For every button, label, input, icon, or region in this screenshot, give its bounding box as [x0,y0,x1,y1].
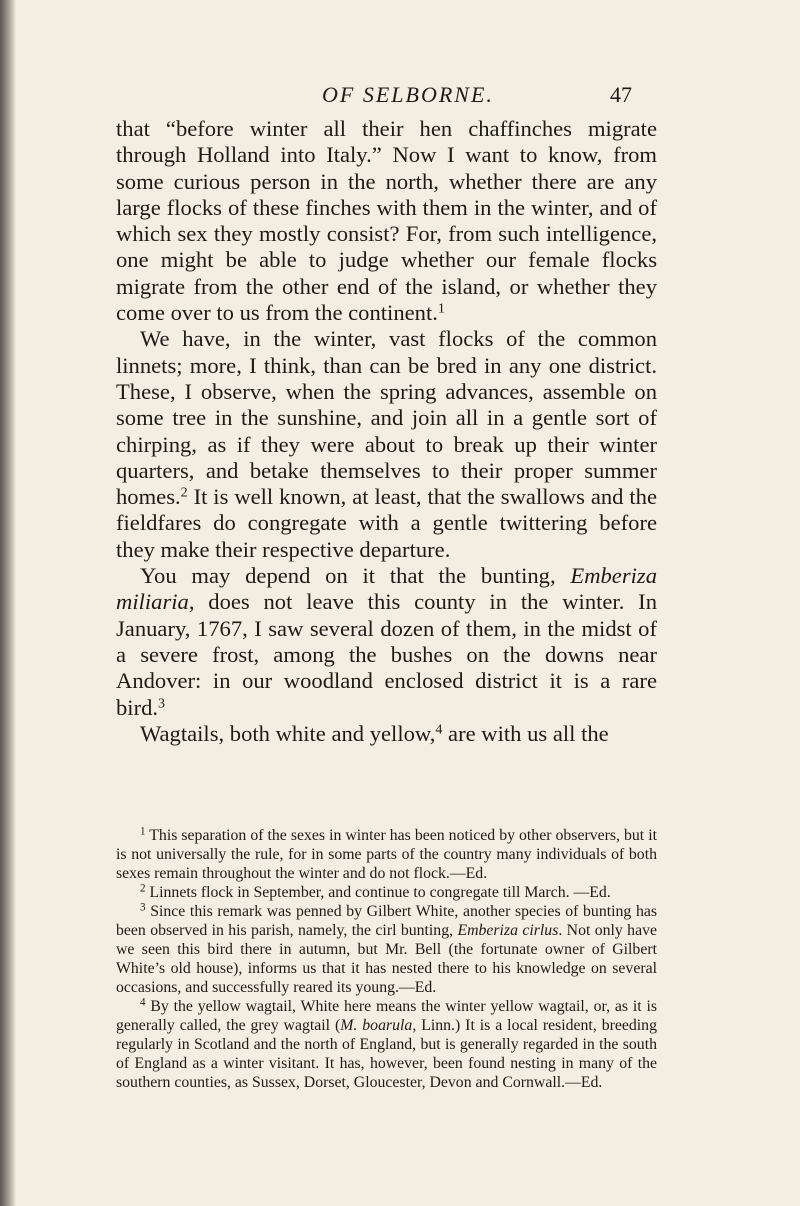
paragraph-4 [116,721,657,747]
footnote-text: This separation of the sexes in winter has been noticed by other observers, but it is not universally the rule, for in some parts of the country many individuals of both sexes remain throughout the winter and do not flock.—Ed. [116,827,657,882]
footnote-4 [116,997,657,1092]
footnote-number: 4 [140,996,146,1009]
paragraph-3 [116,563,657,721]
paragraph-4-text-cont: are with us all the [442,720,609,746]
footnote-text: By the yellow wagtail, White here means the winter yellow wagtail, or, as it is generally called, the grey wagtail ( [116,998,657,1034]
footnote-number: 1 [140,825,146,838]
footnote-text-cont: . Not only have we seen this bird there in autumn, but Mr. Bell (the fortunate owner of Gilbert White’s old house), informs us that it has nested there to his knowledge on several occasions, and successfully reared its young.—Ed. [116,922,657,996]
footnote-number: 3 [140,901,146,914]
body-text [116,116,657,747]
footnote-number: 2 [140,882,146,895]
footnote-1 [116,826,657,883]
footnotes [116,826,657,1092]
paragraph-2-text: We have, in the winter, vast flocks of the common linnets; more, I think, than can be bred in any one district. These, I observe, when the spring advances, assemble on some tree in the sunshine, and join all in a gentle sort of chirping, as if they were about to break up their winter quarters, and betake themselves to their proper summer homes. [116,326,657,510]
paragraph-1-text: that “before winter all their hen chaffinches migrate through Holland into Italy.” Now I want to know, from some curious person in the north, whether there are any large flocks of these finches with them in the winter, and of which sex they mostly consist? For, from such intelligence, one might be able to judge whether our female flocks migrate from the other end of the island, or whether they come over to us from the continent. [116,116,657,326]
footnote-text: Linnets flock in September, and continue to congregate till March. —Ed. [149,884,611,901]
paragraph-2-text-cont: It is well known, at least, that the swallows and the fieldfares do congregate with a gentle twittering before they make their respective departure. [116,484,657,562]
paragraph-2 [116,326,657,563]
footnote-ref-1[interactable]: 1 [437,301,445,317]
paragraph-3-text-cont: , does not leave this county in the winter. In January, 1767, I saw several dozen of them, in the midst of a severe frost, among the bushes on the downs near Andover: in our woodland enclosed district it is a rare bird. [116,589,657,720]
paragraph-3-text: You may depend on it that the bunting, [140,563,571,589]
footnote-text: Since this remark was penned by Gilbert White, another species of bunting has been observed in his parish, namely, the cirl bunting, [116,903,658,939]
footnote-ref-2[interactable]: 2 [180,485,188,501]
species-name: Emberiza cirlus [457,922,559,939]
footnote-2 [116,883,657,902]
footnote-3 [116,902,657,997]
footnote-text-cont: , Linn.) It is a local resident, breeding regularly in Scotland and the north of England, but is generally regarded in the south of England as a winter visitant. It has, however, been found nesting in many of the southern counties, as Sussex, Dorset, Gloucester, Devon and Cornwall.—Ed. [116,1017,657,1091]
paragraph-4-text: Wagtails, both white and yellow, [140,720,436,746]
footnote-ref-4[interactable]: 4 [435,722,443,738]
species-name: Emberiza miliaria [116,563,657,615]
running-header: OF SELBORNE. [322,82,494,107]
species-name: M. boarula [340,1017,413,1034]
paragraph-1 [116,116,657,326]
page-number: 47 [610,82,632,107]
footnote-ref-3[interactable]: 3 [158,695,166,711]
